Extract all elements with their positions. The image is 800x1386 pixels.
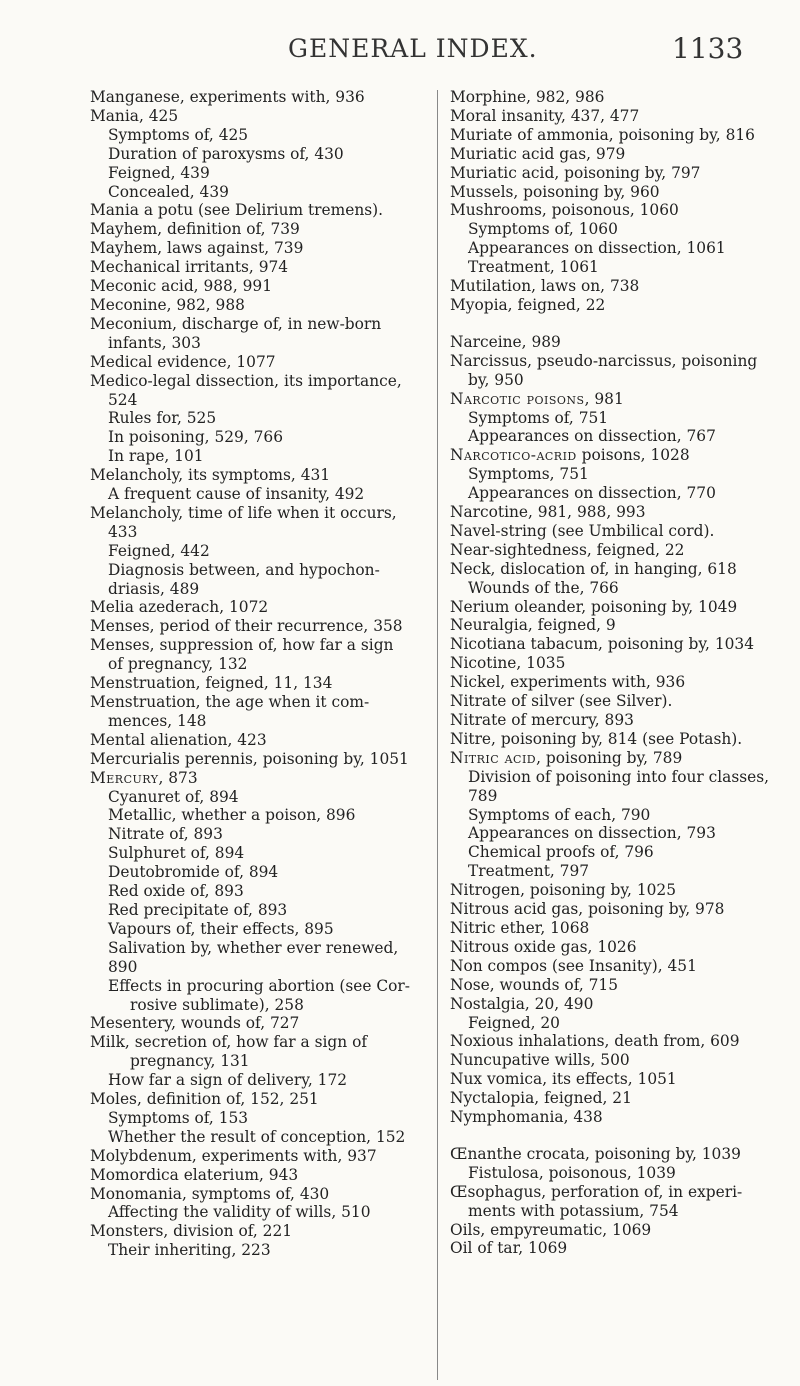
index-entry: Effects in procuring abortion (see Cor- <box>108 976 410 995</box>
index-entry: Nitric ether, 1068 <box>450 918 590 937</box>
index-entry: Mayhem, definition of, 739 <box>90 220 300 239</box>
index-entry: Mercurialis perennis, poisoning by, 1051 <box>90 749 409 768</box>
index-entry: Red precipitate of, 893 <box>108 900 288 919</box>
index-entry: Mayhem, laws against, 739 <box>90 239 304 258</box>
index-entry: Appearances on dissection, 770 <box>468 484 716 503</box>
index-entry: ments with potassium, 754 <box>468 1201 679 1220</box>
index-entry: How far a sign of delivery, 172 <box>108 1071 348 1090</box>
index-entry: Monomania, symptoms of, 430 <box>90 1184 330 1203</box>
index-entry: Diagnosis between, and hypochon- <box>108 560 380 579</box>
index-entry: Narceine, 989 <box>450 332 561 351</box>
index-entry: Muriate of ammonia, poisoning by, 816 <box>450 125 755 144</box>
index-entry: Mania, 425 <box>90 106 179 125</box>
index-entry: Nux vomica, its effects, 1051 <box>450 1070 677 1089</box>
index-entry: Mesentery, wounds of, 727 <box>90 1014 300 1033</box>
index-entry: Cyanuret of, 894 <box>108 787 239 806</box>
index-entry: Mental alienation, 423 <box>90 730 267 749</box>
index-entry: Sulphuret of, 894 <box>108 844 245 863</box>
index-entry: Meconic acid, 988, 991 <box>90 277 272 296</box>
index-entry: Milk, secretion of, how far a sign of <box>90 1033 368 1052</box>
index-entry: pregnancy, 131 <box>130 1052 250 1071</box>
index-entry: Melancholy, time of life when it occurs, <box>90 503 397 522</box>
index-entry: 890 <box>108 957 138 976</box>
index-entry: Appearances on dissection, 767 <box>468 427 716 446</box>
index-entry: Mussels, poisoning by, 960 <box>450 182 660 201</box>
index-entry: Nymphomania, 438 <box>450 1108 603 1127</box>
index-entry: Menstruation, the age when it com- <box>90 693 370 711</box>
index-entry: Deutobromide of, 894 <box>108 863 279 882</box>
index-entry: Division of poisoning into four classes, <box>468 767 770 786</box>
index-entry: Moral insanity, 437, 477 <box>450 106 640 125</box>
index-entry: Manganese, experiments with, 936 <box>90 88 365 106</box>
index-entry: Oils, empyreumatic, 1069 <box>450 1220 652 1239</box>
index-entry: Nerium oleander, poisoning by, 1049 <box>450 597 738 616</box>
index-entry: Nyctalopia, feigned, 21 <box>450 1089 632 1108</box>
index-entry: Vapours of, their effects, 895 <box>108 919 334 938</box>
index-entry: Neck, dislocation of, in hanging, 618 <box>450 559 737 578</box>
page-number: 1133 <box>672 32 744 65</box>
index-entry: Nicotiana tabacum, poisoning by, 1034 <box>450 635 754 654</box>
index-entry <box>90 769 430 788</box>
index-entry: Nitrogen, poisoning by, 1025 <box>450 881 677 900</box>
index-entry: Noxious inhalations, death from, 609 <box>450 1032 740 1051</box>
index-entry: Symptoms of, 1060 <box>468 220 618 239</box>
index-entry: infants, 303 <box>108 333 201 352</box>
index-entry: Menses, period of their recurrence, 358 <box>90 617 403 636</box>
index-column-right <box>450 88 780 1258</box>
column-divider <box>437 90 438 1380</box>
index-entry: Whether the result of conception, 152 <box>108 1127 406 1146</box>
index-entry: Nitrate of silver (see Silver). <box>450 692 673 711</box>
index-entry <box>450 446 780 465</box>
index-entry: Nitrous acid gas, poisoning by, 978 <box>450 900 725 919</box>
index-entry: Nostalgia, 20, 490 <box>450 994 594 1013</box>
index-entry: Near-sightedness, feigned, 22 <box>450 540 685 559</box>
page-header <box>0 30 800 70</box>
index-entry: Fistulosa, poisonous, 1039 <box>468 1163 676 1182</box>
entry-text: , 873 <box>158 768 198 787</box>
index-entry: Muriatic acid gas, 979 <box>450 144 626 163</box>
index-entry: Narcissus, pseudo-narcissus, poisoning <box>450 351 758 370</box>
index-entry: Narcotine, 981, 988, 993 <box>450 503 646 522</box>
index-entry: Meconium, discharge of, in new-born <box>90 314 382 333</box>
index-entry: Feigned, 442 <box>108 541 210 560</box>
index-entry: Appearances on dissection, 1061 <box>468 239 726 258</box>
index-entry: rosive sublimate), 258 <box>130 995 304 1014</box>
index-entry: Symptoms of, 751 <box>468 408 609 427</box>
index-entry: Melancholy, its symptoms, 431 <box>90 466 331 485</box>
index-entry: Neuralgia, feigned, 9 <box>450 616 616 635</box>
index-entry: Metallic, whether a poison, 896 <box>108 806 356 825</box>
index-entry: Symptoms, 751 <box>468 465 589 484</box>
index-entry: In poisoning, 529, 766 <box>108 428 284 447</box>
index-entry: Moles, definition of, 152, 251 <box>90 1090 319 1109</box>
index-entry: of pregnancy, 132 <box>108 655 248 674</box>
index-entry: Chemical proofs of, 796 <box>468 843 654 862</box>
entry-heading: Mercury <box>90 768 159 787</box>
index-column-left <box>90 88 430 1260</box>
running-title: GENERAL INDEX. <box>288 34 538 63</box>
index-entry: Œsophagus, perforation of, in experi- <box>450 1182 743 1201</box>
index-entry: Momordica elaterium, 943 <box>90 1165 299 1184</box>
index-entry: Feigned, 439 <box>108 163 210 182</box>
index-entry: Myopia, feigned, 22 <box>450 295 606 314</box>
entry-heading: Nitric acid <box>450 748 537 767</box>
index-entry: Feigned, 20 <box>468 1013 560 1032</box>
entry-text: , 981 <box>584 389 624 408</box>
index-entry: Melia azederach, 1072 <box>90 598 269 617</box>
index-entry: Nitrate of mercury, 893 <box>450 711 634 729</box>
index-entry: Œnanthe crocata, poisoning by, 1039 <box>450 1144 741 1163</box>
index-entry: Muriatic acid, poisoning by, 797 <box>450 163 701 182</box>
index-entry: Their inheriting, 223 <box>108 1241 271 1260</box>
index-entry: Navel-string (see Umbilical cord). <box>450 521 715 540</box>
index-entry <box>450 749 780 768</box>
index-entry: Nitrate of, 893 <box>108 825 223 844</box>
index-entry: Wounds of the, 766 <box>468 578 619 597</box>
index-entry: Medical evidence, 1077 <box>90 352 276 371</box>
index-entry: Nitre, poisoning by, 814 (see Potash). <box>450 729 743 748</box>
index-entry: Menses, suppression of, how far a sign <box>90 636 394 655</box>
index-entry: Medico-legal dissection, its importance, <box>90 371 402 390</box>
index-entry: Affecting the validity of wills, 510 <box>108 1203 371 1222</box>
index-entry: Rules for, 525 <box>108 409 217 428</box>
entry-heading: Narcotic poisons <box>450 389 585 408</box>
index-entry: mences, 148 <box>108 711 207 730</box>
index-entry: Nickel, experiments with, 936 <box>450 673 686 692</box>
index-entry: Nicotine, 1035 <box>450 654 566 673</box>
entry-text: , poisoning by, 789 <box>536 748 683 767</box>
index-entry: In rape, 101 <box>108 447 204 466</box>
index-entry: Non compos (see Insanity), 451 <box>450 956 697 975</box>
index-entry: Mushrooms, poisonous, 1060 <box>450 201 679 220</box>
index-entry: Menstruation, feigned, 11, 134 <box>90 674 333 693</box>
index-entry: Monsters, division of, 221 <box>90 1222 293 1241</box>
index-entry: A frequent cause of insanity, 492 <box>108 485 365 504</box>
index-entry: Duration of paroxysms of, 430 <box>108 144 344 163</box>
index-entry: 524 <box>108 390 138 409</box>
index-entry: Mania a potu (see Delirium tremens). <box>90 201 384 220</box>
index-entry: Nose, wounds of, 715 <box>450 975 619 994</box>
index-entry: Morphine, 982, 986 <box>450 88 605 106</box>
index-entry: Treatment, 797 <box>468 862 590 881</box>
index-entry: driasis, 489 <box>108 579 200 598</box>
index-entry: 789 <box>468 786 498 805</box>
index-entry: Red oxide of, 893 <box>108 882 244 901</box>
entry-heading: Narcotico-acrid <box>450 446 577 465</box>
index-entry: Mutilation, laws on, 738 <box>450 277 640 296</box>
index-entry <box>450 390 780 409</box>
entry-text: poisons, 1028 <box>576 446 690 465</box>
index-entry: Symptoms of, 425 <box>108 125 249 144</box>
index-entry: Treatment, 1061 <box>468 258 599 277</box>
index-entry: Nuncupative wills, 500 <box>450 1051 630 1070</box>
index-entry: Salivation by, whether ever renewed, <box>108 938 399 957</box>
entry-spacer <box>450 1127 780 1145</box>
index-entry: by, 950 <box>468 370 524 389</box>
index-entry: Mechanical irritants, 974 <box>90 258 289 277</box>
index-entry: Nitrous oxide gas, 1026 <box>450 937 637 956</box>
index-entry: Oil of tar, 1069 <box>450 1239 568 1258</box>
index-entry: Meconine, 982, 988 <box>90 295 245 314</box>
index-entry: Molybdenum, experiments with, 937 <box>90 1146 377 1165</box>
index-entry: Appearances on dissection, 793 <box>468 824 716 843</box>
index-entry: Symptoms of each, 790 <box>468 805 651 824</box>
entry-spacer <box>450 315 780 333</box>
index-entry: Symptoms of, 153 <box>108 1108 249 1127</box>
index-entry: Concealed, 439 <box>108 182 229 201</box>
index-entry: 433 <box>108 522 138 541</box>
